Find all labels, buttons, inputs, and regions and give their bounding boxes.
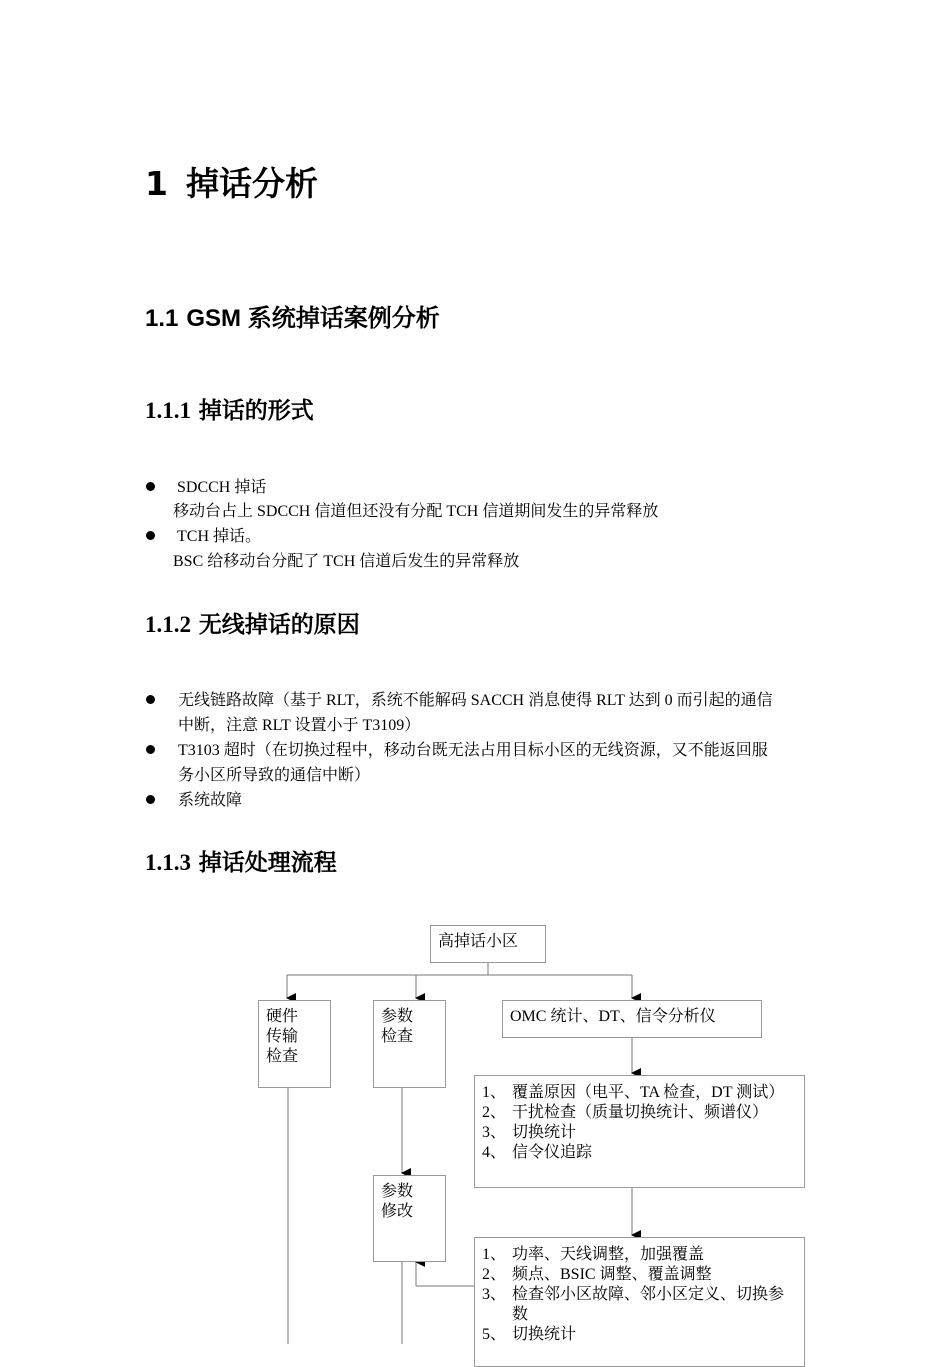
list-item: 1、 覆盖原因（电平、TA 检查，DT 测试） [482,1084,785,1101]
list-item: 2、 频点、BSIC 调整、覆盖调整 [482,1266,712,1283]
chapter-title: 掉话分析 [185,164,318,203]
flow-box-text: 检查 [381,1028,414,1045]
list-item-label: TCH 掉话。 [177,528,262,545]
flow-box-param-modify [373,1175,446,1262]
section-number: 1.1 [145,305,179,332]
flow-box-text: 参数 [381,1183,414,1200]
list-item-line: 无线链路故障（基于 RLT，系统不能解码 SACCH 消息使得 RLT 达到 0 而引起的通信 [178,692,773,709]
list-item-line: T3103 超时（在切换过程中，移动台既无法占用目标小区的无线资源，又不能返回服 [178,742,768,759]
flow-box-analysis [474,1075,805,1188]
flow-box-param-check [373,1000,446,1088]
list-item: 4、 信令仪追踪 [482,1144,593,1161]
list-item: 3、 切换统计 [482,1124,577,1141]
flow-box-hardware-check [258,1000,331,1088]
flow-box-omc-stats [502,1000,762,1038]
flow-box-actions [474,1237,805,1367]
flow-box-text: 硬件 [266,1008,299,1025]
subsection-number: 1.1.1 [145,398,191,423]
flow-box-text: 传输 [266,1028,299,1045]
list-item-line: 务小区所导致的通信中断） [178,767,371,784]
subsection-title: 无线掉话的原因 [198,612,360,637]
flow-box-text: 高掉话小区 [438,933,519,950]
list-item: 2、 干扰检查（质量切换统计、频谱仪） [482,1104,769,1121]
list-item-line: 系统故障 [178,792,243,809]
flow-box-text: 参数 [381,1008,414,1025]
flow-box-text: OMC 统计、DT、信令分析仪 [510,1008,716,1025]
flow-box-text: 检查 [266,1048,299,1065]
flow-box-high-drop-cell [430,925,546,963]
flow-box-text: 修改 [381,1203,414,1220]
list-item: 5、 切换统计 [482,1326,577,1343]
subsection-number: 1.1.2 [145,612,191,637]
list-item-line: 中断，注意 RLT 设置小于 T3109） [178,717,421,734]
list-item-desc: 移动台占上 SDCCH 信道但还没有分配 TCH 信道期间发生的异常释放 [173,503,659,520]
list-item: 3、 检查邻小区故障、邻小区定义、切换参数 [482,1286,785,1323]
subsection-title: 掉话的形式 [198,398,314,423]
list-item-label: SDCCH 掉话 [177,479,267,496]
subsection-number: 1.1.3 [145,850,191,875]
list-item-desc: BSC 给移动台分配了 TCH 信道后发生的异常释放 [173,553,520,570]
chapter-number: 1 [145,164,168,203]
section-title: GSM 系统掉话案例分析 [186,305,440,332]
subsection-title: 掉话处理流程 [198,850,337,875]
list-item: 1、 功率、天线调整，加强覆盖 [482,1246,705,1263]
